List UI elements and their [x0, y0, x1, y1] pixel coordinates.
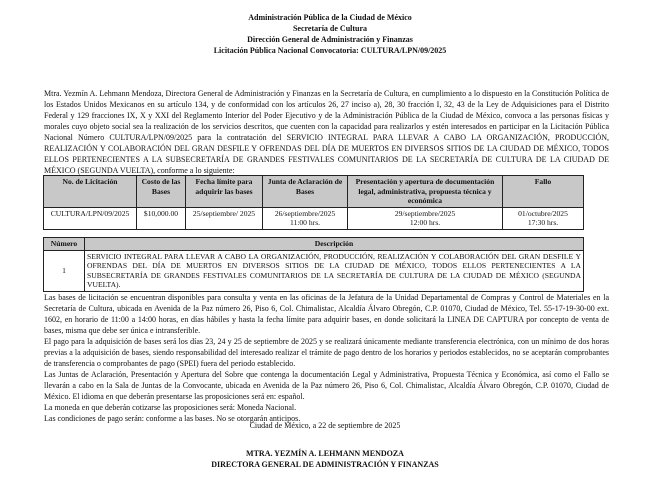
col-header: Fecha límite para adquirir las bases: [186, 176, 263, 208]
date-line: Ciudad de México, a 22 de septiembre de 2025: [249, 421, 401, 430]
col-header: Presentación y apertura de documentación legal, administrativa, propuesta técnica y económica: [348, 176, 503, 208]
col-header: No. de Licitación: [44, 176, 137, 208]
header-line: Dirección General de Administración y Finanzas: [247, 35, 413, 44]
cell: 1: [44, 250, 85, 291]
col-header: Junta de Aclaración de Bases: [263, 176, 348, 208]
cell-date: 26/septiembre/2025: [274, 208, 336, 218]
cell: $10,000.00: [137, 207, 186, 229]
paragraph: El pago para la adquisición de bases será los días 23, 24 y 25 de septiembre de 2025 y se realizará únicamente mediante transferencia electrónica, con un mínimo de dos horas previas a la adquisición de bases, siendo responsabilidad del interesado realizar el trámite de pago dentro de los horarios y periodos establecidos, no se aceptarán comprobantes de transferencia o comprobantes de pago (SPEI) fuera del periodo establecido.: [44, 337, 609, 368]
cell: [503, 207, 584, 229]
cell: 25/septiembre/ 2025: [186, 207, 263, 229]
table-row: [44, 250, 584, 291]
col-header: Costo de las Bases: [137, 176, 186, 208]
conditions-section: [44, 292, 609, 424]
col-header: Fallo: [503, 176, 584, 208]
header-line: Secretaría de Cultura: [292, 24, 368, 33]
signatory-title: DIRECTORA GENERAL DE ADMINISTRACIÓN Y FINANZAS: [211, 460, 439, 469]
cell-date: 29/septiembre/2025: [394, 208, 456, 218]
table-row: [44, 207, 584, 229]
paragraph: Las condiciones de pago serán: conforme a las bases. No se otorgarán anticipos.: [44, 414, 301, 423]
cell: [348, 207, 503, 229]
header-line: Licitación Pública Nacional Convocatoria: CULTURA/LPN/09/2025: [213, 46, 447, 55]
cell: [263, 207, 348, 229]
header-line: Administración Pública de la Ciudad de México: [248, 13, 412, 22]
cell-time: 17:30 hrs.: [527, 218, 559, 227]
cell-time: 12:00 hrs.: [409, 218, 441, 227]
signatory-name: MTRA. YEZMÍN A. LEHMANN MENDOZA: [246, 449, 404, 458]
paragraph: Las Juntas de Aclaración, Presentación y Apertura del Sobre que contenga la documentación Legal y Administrativa, Propuesta Técnica y Económica, así como el Fallo se llevarán a cabo en la Sala de Juntas de la Convocante, ubicada en Avenida de la Paz número 26, Piso 6, Col. Chimalistac, Alcaldía Álvaro Obregón, C.P. 01070, Ciudad de México. El idioma en que deberán presentarse las proposiciones será en: español.: [44, 370, 609, 401]
tender-schedule-table: [43, 175, 584, 230]
cell-time: 11:00 hrs.: [289, 218, 321, 227]
cell-date: 01/octubre/2025: [518, 208, 568, 218]
cell: SERVICIO INTEGRAL PARA LLEVAR A CABO LA ORGANIZACIÓN, PRODUCCIÓN, REALIZACIÓN Y COLABORACIÓN DEL GRAN DESFILE Y OFRENDAS DEL DÍA DE MUERTOS EN DIVERSOS SITIOS DE LA CIUDAD DE MÉXICO, TODOS ELLOS PERTENECIENTES A LA SUBSECRETARÍA DE GRANDES FESTIVALES COMUNITARIOS DE LA SECRETARÍA DE CULTURA DE LA CIUDAD DE MÉXICO (SEGUNDA VUELTA).: [85, 250, 584, 291]
paragraph: Las bases de licitación se encuentran disponibles para consulta y venta en las oficinas de la Jefatura de la Unidad Departamental de Compras y Control de Materiales en la Secretaría de Cultura, ubicada en Avenida de la Paz número 26, Piso 6, Col. Chimalistac, Alcaldía Álvaro Obregón, C.P. 01070, Ciudad de México, Tel. 55-17-19-30-00 ext. 1602, en horario de 11:00 a 14:00 horas, en días hábiles y hasta la fecha límite para adquirir bases, en donde solicitará la LINEA DE CAPTURA por concepto de venta de bases, misma que debe ser única e intransferible.: [44, 293, 609, 335]
table-header-row: [44, 238, 584, 251]
col-header: Descripción: [85, 238, 584, 251]
paragraph: La moneda en que deberán cotizarse las proposiciones será: Moneda Nacional.: [44, 403, 297, 412]
table-header-row: [44, 176, 584, 208]
col-header: Número: [44, 238, 85, 251]
cell: CULTURA/LPN/09/2025: [44, 207, 137, 229]
document-header: [0, 12, 650, 56]
intro-paragraph: Mtra. Yezmín A. Lehmann Mendoza, Directora General de Administración y Finanzas en la Secretaría de Cultura, en cumplimiento a lo dispuesto en la Constitución Política de los Estados Unidos Mexicanos en su artículo 134, y de conformidad con los artículos 26, 27 inciso a), 28, 30 fracción I, 32, 43 de la Ley de Adquisiciones para el Distrito Federal y 129 fracciones IX, X y XXI del Reglamento Interior del Poder Ejecutivo y de la Administración Pública de la Ciudad de México, convoca a las personas físicas y morales cuyo objeto social sea la realización de los servicios descritos, que cuenten con la capacidad para realizarlos y estén interesados en participar en la Licitación Pública Nacional Número CULTURA/LPN/09/2025 para la contratación del SERVICIO INTEGRAL PARA LLEVAR A CABO LA ORGANIZACIÓN, PRODUCCIÓN, REALIZACIÓN Y COLABORACIÓN DEL GRAN DESFILE Y OFRENDAS DEL DÍA DE MUERTOS EN DIVERSOS SITIOS DE LA CIUDAD DE MÉXICO, TODOS ELLOS PERTENECIENTES A LA SUBSECRETARÍA DE GRANDES FESTIVALES COMUNITARIOS DE LA SECRETARÍA DE CULTURA DE LA CIUDAD DE MÉXICO (SEGUNDA VUELTA), conforme a lo siguiente:: [44, 89, 609, 175]
description-table: [43, 237, 584, 292]
